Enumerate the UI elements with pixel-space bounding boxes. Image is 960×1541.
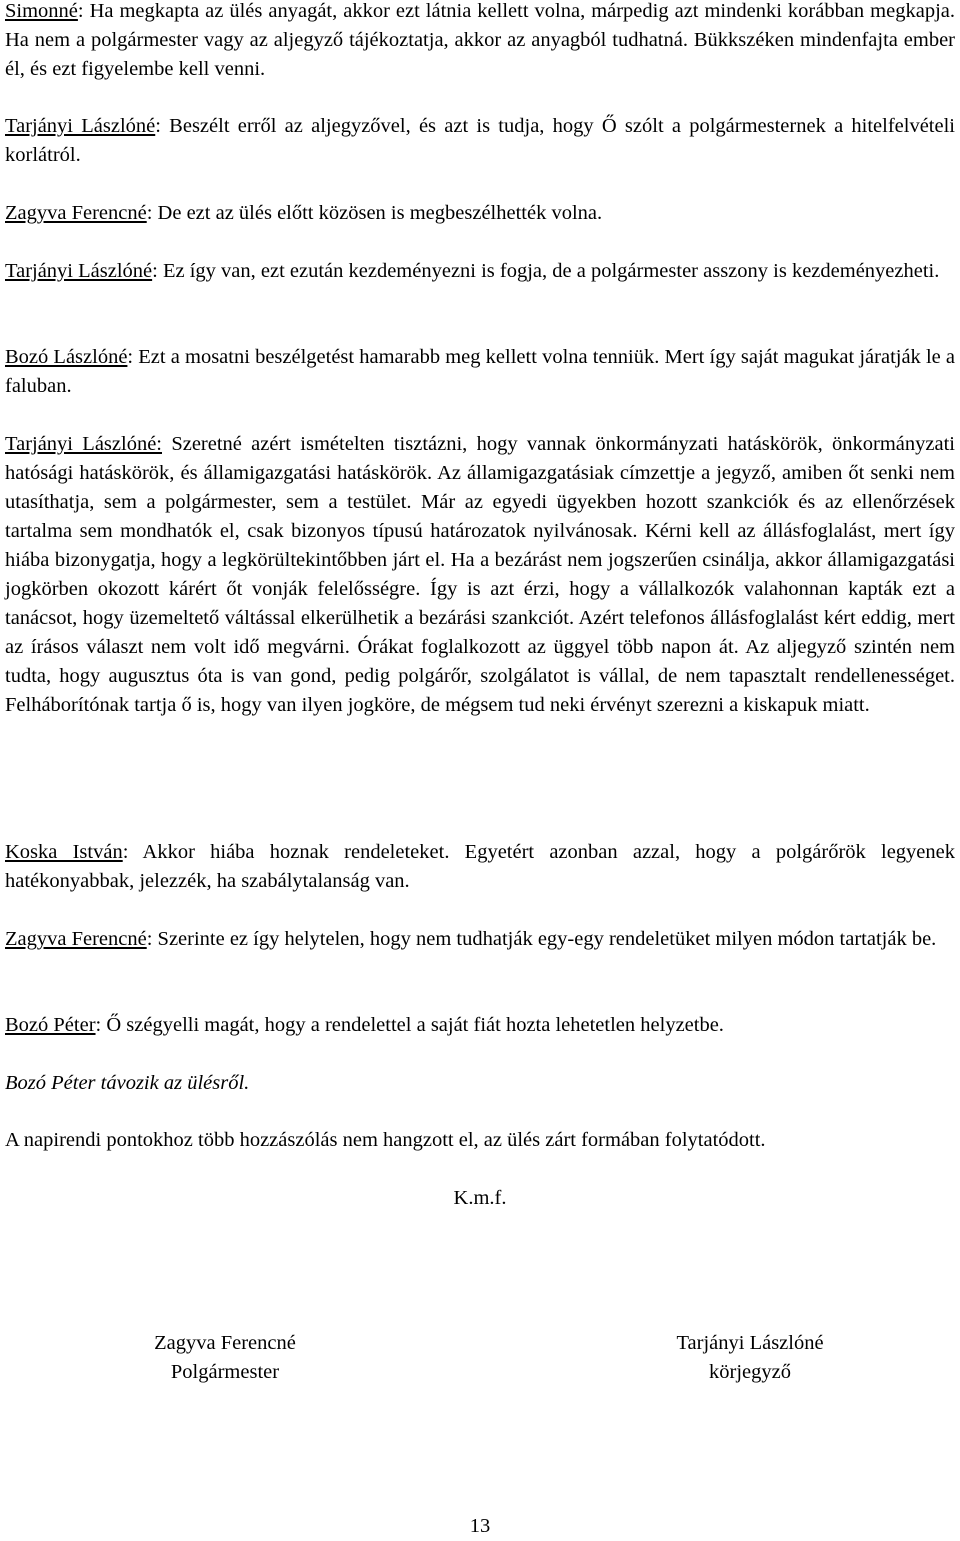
speaker-separator [162,433,171,455]
paragraph-koska [5,838,955,896]
speaker-separator: : [127,346,139,368]
speaker-separator: : [122,841,143,863]
closing-statement: A napirendi pontokhoz több hozzászólás nem hangzott el, az ülés zárt formában folytatódott. [5,1129,766,1151]
speaker-name: Bozó Lászlóné [5,346,128,368]
paragraph-text: De ezt az ülés előtt közösen is megbeszélhették volna. [157,202,603,224]
paragraph-text: Beszélt erről az aljegyzővel, és azt is tudja, hogy Ő szólt a polgármesternek a hitelfelvételi korlátról. [5,115,955,166]
speaker-separator: : [77,0,90,22]
speaker-separator: : [146,202,158,224]
page-number: 13 [469,1515,491,1537]
signature-title: körjegyző [709,1361,791,1383]
speaker-name: Zagyva Ferencné [5,928,147,950]
signature-block-mayor [105,1329,345,1387]
paragraph-text: Akkor hiába hoznak rendeleteket. Egyetért azonban azzal, hogy a polgárőrök legyenek hatékonyabbak, jelezzék, ha szabálytalanság van. [5,841,955,892]
paragraph-text: Szeretné azért ismételten tisztázni, hogy vannak önkormányzati hatáskörök, önkormányzati hatósági hatáskörök, és államigazgatási hatáskörök. Az államigazgatásiak címzettje a jegyző, amiben őt senki nem utasíthatja, sem a polgármester, sem a testület. Már az egyedi ügyekben hozott szankciók és az ellenőrzések tartalma sem mondhatók el, csak bizonyos típusú határozatok nyilvánosak. Kérni kell az állásfoglalást, mert így hiába bizonygatja, hogy a legkörültekintőbben járt el. Ha a bezárást nem jogszerűen csinálja, akkor államigazgatási jogkörben okozott kárért őt vonják felelősségre. Így is azt érzi, hogy a vállalkozók valahonnan kapták ezt a tanácsot, hogy üzemeltető váltással elkerülhetik a bezárási szankciót. Azért telefonos állásfoglalást kért eddig, mert az írásos választ nem volt idő megvárni. Órákat foglalkozott az üggyel több napon át. Az aljegyző szintén nem tudta, hogy augusztus óta is van gond, pedig polgárőr, szolgálatot is vállal, de nem tapasztalt rendellenességet. Felháborítónak tartja ő is, hogy van ilyen jogköre, de mégsem tud neki érvényt szerezni a kiskapuk miatt. [5,433,955,716]
speaker-name: Koska István [5,841,123,863]
paragraph-bozo-laszlone [5,343,955,401]
paragraph-text: Ez így van, ezt ezután kezdeményezni is fogja, de a polgármester asszony is kezdeményezheti. [162,260,940,282]
paragraph-tarjanyi-3 [5,430,955,720]
signature-title: Polgármester [170,1361,280,1383]
speaker-separator: : [152,260,163,282]
speaker-separator: : [146,928,158,950]
paragraph-text: Ő szégyelli magát, hogy a rendelettel a saját fiát hozta lehetetlen helyzetbe. [106,1014,724,1036]
speaker-separator: : [95,1014,107,1036]
speaker-name: Tarjányi Lászlóné [5,115,156,137]
paragraph-text: Szerinte ez így helytelen, hogy nem tudhatják egy-egy rendeletüket milyen módon tartatják be. [157,928,937,950]
speaker-separator: : [155,115,170,137]
speaker-name: Tarjányi Lászlóné [5,260,153,282]
signature-block-notary [630,1329,870,1387]
speaker-name: Simonné [5,0,78,22]
signature-name: Tarjányi Lászlóné [676,1332,824,1354]
paragraph-zagyva-2 [5,925,955,954]
paragraph-tarjanyi-2 [5,257,955,286]
speaker-name: Tarjányi Lászlóné: [5,433,162,455]
paragraph-text: Ezt a mosatni beszélgetést hamarabb meg kellett volna tenniük. Mert így saját magukat járatják le a faluban. [5,346,956,397]
paragraph-tarjanyi-1 [5,112,955,170]
paragraph-simonne [5,0,955,84]
speaker-name: Bozó Péter [5,1014,96,1036]
paragraph-bozo-peter [5,1011,955,1040]
paragraph-zagyva-1 [5,199,955,228]
kmf-label: K.m.f. [453,1187,507,1209]
paragraph-text: Ha megkapta az ülés anyagát, akkor ezt látnia kellett volna, márpedig azt mindenki korábban megkapja. Ha nem a polgármester vagy az aljegyző tájékoztatja, akkor az anyagból tudhatná. Bükkszéken mindenfajta ember él, és ezt figyelembe kell venni. [5,0,955,80]
italic-note: Bozó Péter távozik az ülésről. [5,1072,250,1094]
speaker-name: Zagyva Ferencné [5,202,147,224]
signature-name: Zagyva Ferencné [154,1332,296,1354]
